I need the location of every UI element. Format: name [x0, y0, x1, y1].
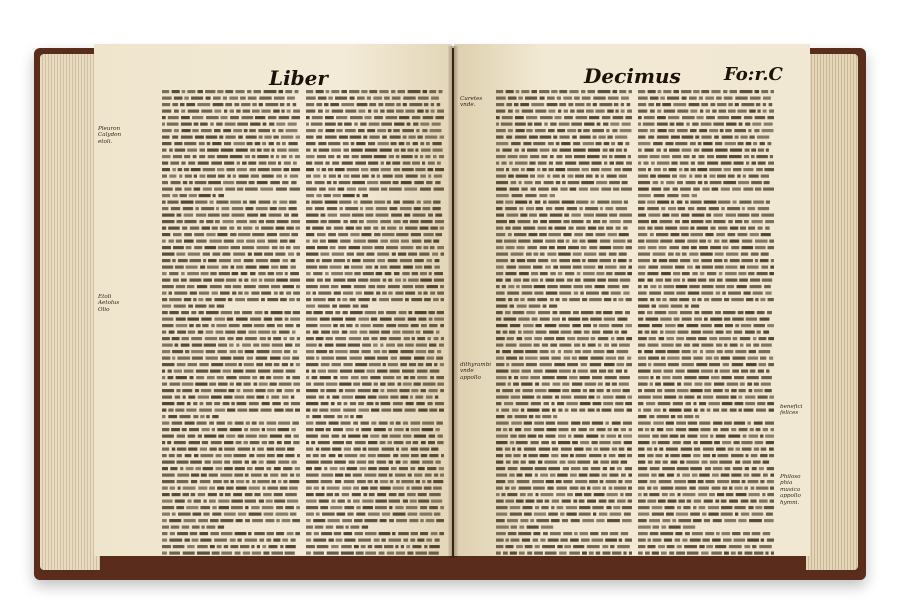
margin-note-pleuron: Pleuron Calydon etoli.: [98, 126, 122, 145]
book-gutter: [448, 46, 458, 558]
right-page: [454, 44, 810, 556]
folio-number: Fo:r.C: [724, 64, 783, 85]
left-text-column-a: [162, 88, 300, 556]
right-text-column-a: [496, 88, 632, 556]
left-page: [94, 44, 452, 556]
margin-note-curetes: Curetes vnde.: [460, 96, 483, 109]
right-running-head: Decimus: [584, 64, 681, 88]
ink-texture: [162, 88, 300, 556]
right-page-edges: [806, 54, 858, 570]
left-running-head: Liber: [269, 66, 328, 90]
margin-note-etoli: Etoli Aetolus Olio: [98, 294, 120, 313]
left-page-edges: [40, 54, 100, 570]
ink-texture: [638, 88, 774, 556]
margin-note-dithyrambi: dithyrambi vnde appollo: [460, 362, 492, 381]
ink-texture: [306, 88, 444, 556]
margin-note-benefici: benefici felices: [780, 404, 803, 417]
open-book: [34, 38, 866, 583]
margin-note-philoso: Philoso phia musica appollo hymni.: [780, 474, 801, 506]
right-text-column-b: [638, 88, 774, 556]
ink-texture: [496, 88, 632, 556]
left-text-column-b: [306, 88, 444, 556]
